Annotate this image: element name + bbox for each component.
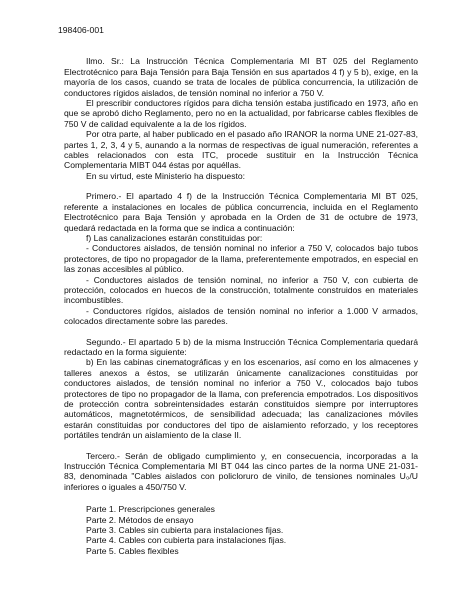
paragraph-rigid-conductors: El prescribir conductores rígidos para dicha tensión estaba justificado en 1973, año en que se aprobó dicho Reglamento, pero no en la actualidad, por fabricarse cables flexibles de 750 V de calidad equivalente a la de los rígidos. <box>64 98 418 129</box>
paragraph-tercero: Tercero.- Serán de obligado cumplimiento y, en consecuencia, incorporadas a la Instrucción Técnica Complementaria MI BT 044 las cinco partes de la norma UNE 21-031-83, denominada "Cables aislados con policloruro de vinilo, de tensiones nominales U₀/U inferiores o iguales a 450/750 V. <box>64 450 418 492</box>
list-item-conductores-cubierta: - Conductores aislados de tensión nominal, no inferior a 750 V, con cubierta de protección, colocados en huecos de la construcción, totalmente construidos en materiales incombustibles. <box>64 274 418 306</box>
paragraph-ministry: En su virtud, este Ministerio ha dispuesto: <box>86 170 246 181</box>
list-item: Parte 2. Métodos de ensayo <box>86 514 194 525</box>
paragraph-canalizaciones: f) Las canalizaciones estarán constituidas por: <box>86 232 263 243</box>
paragraph-cabinas: b) En las cabinas cinematográficas y en los escenarios, así como en los almacenes y talleres anexos a éstos, se utilizarán únicamente canalizaciones constituidas por conductores aislados, de tensión nominal no inferior a 750 V., colocados bajo tubos protectores de tipo no propagador de la llama, con preferencia empotrados. Los dispositivos de protección contra sobreintensidades estarán constituidos siempre por interruptores automáticos, magnetotérmicos, de sensibilidad adecuada; las canalizaciones móviles estarán constituidas por conductores del tipo de aislamiento reforzado, y los receptores portátiles tendrán un aislamiento de la clase II. <box>64 357 418 441</box>
list-item: Parte 4. Cables con cubierta para instalaciones fijas. <box>86 535 287 546</box>
paragraph-iranor-norm: Por otra parte, al haber publicado en el pasado año IRANOR la norma UNE 21-027-83, partes 1, 2, 3, 4 y 5, aunando a la normas de respectivas de igual numeración, referentes a cables relacionados con esta ITC, procede sustituir en la Instrucción Técnica Complementaria MIBT 044 éstas por aquéllas. <box>64 129 419 171</box>
document-id: 198406-001 <box>58 25 104 35</box>
paragraph-intro: Ilmo. Sr.: La Instrucción Técnica Complementaria MI BT 025 del Reglamento Electrotécnico para Baja Tensión para Baja Tensión en sus apartados 4 f) y 5 b), exige, en la mayoría de los casos, cuando se trata de locales de pública concurrencia, la utilización de conductores rígidos aislados, de tensión nominal no inferior a 750 V. <box>64 56 418 98</box>
list-item-conductores-rigidos: - Conductores rígidos, aislados de tensión nominal no inferior a 1.000 V armados, colocados directamente sobre las paredes. <box>64 305 418 327</box>
list-item: Parte 5. Cables flexibles <box>86 545 179 556</box>
paragraph-segundo: Segundo.- El apartado 5 b) de la misma Instrucción Técnica Complementaria quedará redactado en la forma siguiente: <box>64 336 418 357</box>
list-item-conductores-tubos: - Conductores aislados, de tensión nominal no inferior a 750 V, colocados bajo tubos protectores, de tipo no propagador de la llama, preferentemente empotrados, en especial en las zonas accesibles al público. <box>64 243 418 275</box>
parts-list <box>86 504 418 556</box>
paragraph-primero: Primero.- El apartado 4 f) de la Instrucción Técnica Complementaria MI BT 025, referente a instalaciones en locales de pública concurrencia, incluida en el Reglamento Electrotécnico para Baja Tensión y aprobada en la Orden de 31 de octubre de 1973, quedará redactada en la forma que se indica a continuación: <box>64 191 418 233</box>
list-item: Parte 3. Cables sin cubierta para instalaciones fijas. <box>86 525 284 536</box>
list-item: Parte 1. Prescripciones generales <box>86 504 215 515</box>
